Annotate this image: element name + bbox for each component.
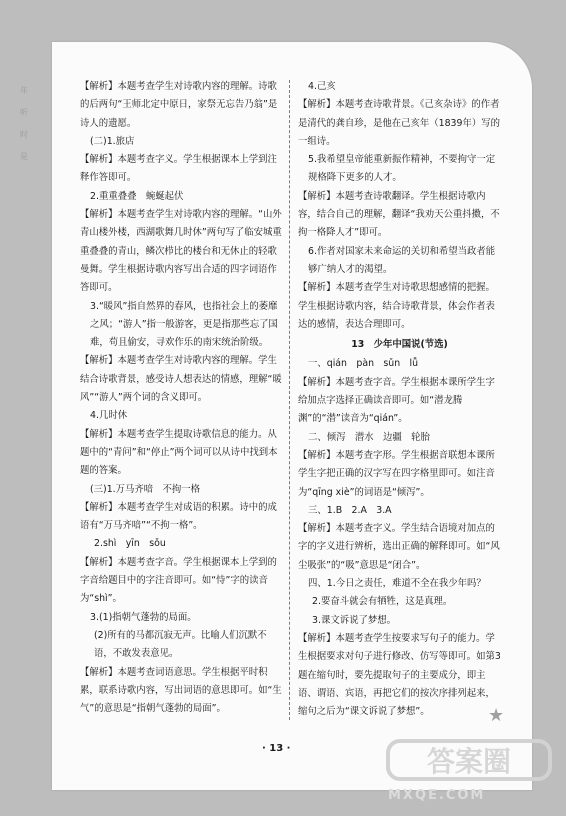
- answer-item: (2)所有的马都沉寂无声。比喻人们沉默不语，不敢发表意见。: [94, 629, 267, 660]
- section-title: 13 少年中国说(节选): [351, 339, 448, 351]
- answer-item: 2.shì yīn sǒu: [94, 538, 166, 550]
- page-number: · 13 ·: [262, 743, 291, 754]
- left-column: [80, 78, 284, 718]
- analysis-paragraph: 【解析】本题考查诗歌背景。《己亥杂诗》的作者是清代的龚自珍，是他在己亥年（1839年）写的一组诗。: [298, 99, 500, 147]
- answer-item: 一、qián pàn sǔn lǚ: [308, 358, 419, 370]
- margin-mark: 时: [20, 130, 28, 139]
- analysis-paragraph: 【解析】本题考查字音。学生根据课本上学到的字音给题目中的字注音即可。如“恃”字的读音为“shì”。: [80, 556, 277, 605]
- margin-mark: 年: [20, 86, 28, 95]
- answer-item: 3.(1)指朝气蓬勃的局面。: [90, 611, 197, 623]
- answer-item: 3.课文诉说了梦想。: [312, 614, 396, 626]
- answer-item: 二、倾泻 潜水 边疆 轮胎: [308, 431, 430, 443]
- answer-item: 2.重重叠叠 蜿蜒起伏: [90, 190, 184, 202]
- analysis-paragraph: 【解析】本题考查词语意思。学生根据平时积累，联系诗歌内容，写出词语的意思即可。如“生气”的意思是“指朝气蓬勃的局面”。: [80, 666, 282, 715]
- answer-item: 3.“暖风”指自然界的春风，也指社会上的萎靡之风；“游人”指一般游客，更是指那些忘了国难，苟且偷安，寻欢作乐的南宋统治阶级。: [90, 300, 278, 349]
- analysis-paragraph: 【解析】本题考查学生提取诗歌信息的能力。从题中的“青问”和“停止”两个词可以从诗中找到本题的答案。: [80, 428, 278, 477]
- answer-item: 三、1.B 2.A 3.A: [308, 504, 392, 516]
- right-column: [298, 78, 501, 721]
- margin-mark: 是: [20, 152, 28, 161]
- analysis-paragraph: 【解析】本题考查学生对诗歌内容的理解。“山外青山楼外楼，西湖歌舞几时休”两句写了临安城重重叠叠的青山，鳞次栉比的楼台和无休止的轻歌曼舞。学生根据诗歌内容写出合适的四字词语作答即可。: [80, 209, 282, 294]
- watermark-logo-text: 答案圈: [426, 745, 512, 778]
- analysis-paragraph: 【解析】本题考查字形。学生根据音联想本课所学生字把正确的汉字写在四字格里即可。如注音为“qīng xiè”的词语是“倾泻”。: [298, 449, 495, 498]
- column-divider: [289, 80, 290, 720]
- answer-item: 4.几时休: [90, 410, 128, 422]
- answer-item: (二)1.旅店: [90, 135, 135, 147]
- answer-item: 5.我希望皇帝能重新振作精神，不要拘守一定规格降下更多的人才。: [308, 154, 496, 184]
- watermark-logo: [384, 735, 554, 783]
- analysis-paragraph: 【解析】本题考查字义。学生结合语境对加点的字的字义进行辨析，选出正确的解释即可。如“风尘吸张”的“吸”意思是“闭合”。: [298, 523, 500, 571]
- answer-item: (三)1.万马齐喑 不拘一格: [90, 483, 201, 495]
- analysis-paragraph: 【解析】本题考查学生按要求写句子的能力。学生根据要求对句子进行修改、仿写等即可。如第3题在缩句时，要先提取句子的主要成分，即主语、谓语、宾语，再把它们的按次序排列起来，缩句之后为“课文诉说了梦想”。: [298, 632, 501, 718]
- analysis-paragraph: 【解析】本题考查学生对诗歌内容的理解。诗歌的后两句“王师北定中原日，家祭无忘告乃翁”是诗人的遗愿。: [80, 81, 278, 129]
- analysis-paragraph: 【解析】本题考查学生对诗歌内容的理解。学生结合诗歌背景，感受诗人想表达的情感，理解“暖风”“游人”两个词的含义即可。: [80, 355, 282, 404]
- analysis-paragraph: 【解析】本题考查字音。学生根据本课所学生字给加点字选择正确读音即可。如“潜龙腾渊”的“潜”读音为“qián”。: [298, 376, 495, 425]
- margin-marks: [20, 80, 46, 168]
- watermark-site: MXQE.COM: [388, 788, 486, 803]
- answer-item: 四、1.今日之责任，难道不全在我少年吗？: [308, 578, 486, 590]
- analysis-paragraph: 【解析】本题考查字义。学生根据课本上学到注释作答即可。: [80, 154, 277, 184]
- margin-mark: 听: [20, 108, 28, 117]
- analysis-paragraph: 【解析】本题考查学生对诗歌思想感情的把握。学生根据诗歌内容，结合诗歌背景，体会作者表达的感情，表达合理即可。: [298, 282, 495, 330]
- analysis-paragraph: 【解析】本题考查学生对成语的积累。诗中的成语有“万马齐喑”“不拘一格”。: [80, 501, 277, 532]
- answer-item: 6.作者对国家未来命运的关切和希望当政者能够广纳人才的渴望。: [308, 245, 496, 275]
- analysis-paragraph: 【解析】本题考查诗歌翻译。学生根据诗歌内容，结合自己的理解，翻译“我劝天公重抖擞，不拘一格降人才”即可。: [298, 190, 500, 239]
- answer-item: 2.要奋斗就会有牺牲，这是真理。: [312, 596, 453, 608]
- answer-item: 4.己亥: [308, 81, 336, 92]
- star-icon: ★: [488, 705, 505, 726]
